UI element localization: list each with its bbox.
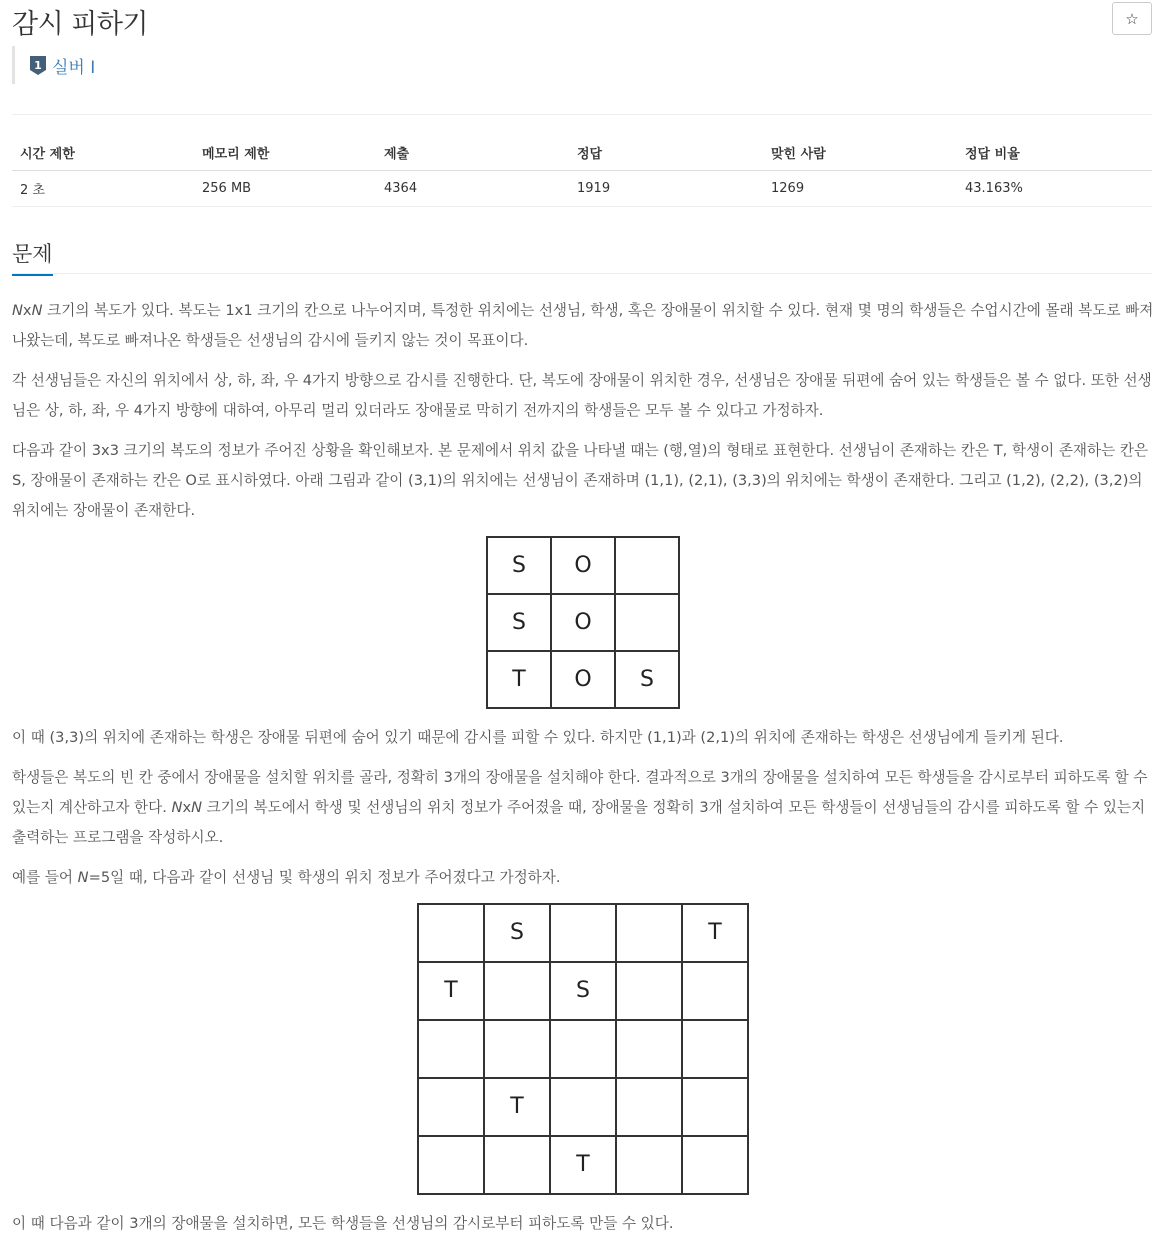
grid-cell <box>682 962 748 1020</box>
grid-cell <box>550 1078 616 1136</box>
example-grid-5x5 <box>417 903 749 1195</box>
desc-text: 크기의 복도가 있다. 복도는 1x1 크기의 칸으로 나누어지며, 특정한 위치에는 선생님, 학생, 혹은 장애물이 위치할 수 있다. 현재 몇 명의 학생들은 수업시간에 몰래 복도로 빠져나왔는데, 복도로 빠져나온 학생들은 선생님의 감시에 들키지 않는 것이 목표이다. <box>12 302 1154 349</box>
silver-tier-icon <box>29 55 47 76</box>
var-n: N <box>12 302 23 319</box>
grid-cell <box>550 1020 616 1078</box>
grid-cell: T <box>484 1078 550 1136</box>
desc-paragraph-7: 이 때 다음과 같이 3개의 장애물을 설치하면, 모든 학생들을 선생님의 감시로부터 피하도록 만들 수 있다. <box>12 1215 674 1232</box>
tier-badge-number: 1 <box>34 58 42 72</box>
section-title: 문제 <box>12 238 53 276</box>
desc-paragraph-4: 이 때 (3,3)의 위치에 존재하는 학생은 장애물 뒤편에 숨어 있기 때문에 감시를 피할 수 있다. 하지만 (1,1)과 (2,1)의 위치에 존재하는 학생은 선생님에게 들키게 된다. <box>12 729 1064 746</box>
desc-text: =5일 때, 다음과 같이 선생님 및 학생의 위치 정보가 주어졌다고 가정하자. <box>88 869 561 886</box>
grid-cell <box>484 962 550 1020</box>
grid-cell: S <box>487 594 551 651</box>
grid-row <box>418 1136 748 1194</box>
value-time-limit: 2 초 <box>12 171 194 207</box>
grid-cell <box>418 1078 484 1136</box>
grid-row <box>487 594 679 651</box>
grid-row <box>418 1020 748 1078</box>
grid-cell <box>615 594 679 651</box>
grid-row <box>487 651 679 708</box>
problem-section-header <box>12 236 1152 274</box>
problem-info-table <box>12 135 1152 207</box>
grid-cell: S <box>484 904 550 962</box>
problem-description <box>12 296 1154 1249</box>
desc-paragraph-5 <box>12 763 1154 853</box>
grid-cell: T <box>550 1136 616 1194</box>
tier-row <box>12 46 95 84</box>
header-accept-ratio: 정답 비율 <box>957 135 1152 171</box>
grid-cell <box>682 1078 748 1136</box>
value-solved-users[interactable]: 1269 <box>763 171 957 207</box>
tier-label[interactable]: 실버 I <box>52 57 96 78</box>
grid-cell <box>484 1136 550 1194</box>
desc-paragraph-3: 다음과 같이 3x3 크기의 복도의 정보가 주어진 상황을 확인해보자. 본 문제에서 위치 값을 나타낼 때는 (행,열)의 형태로 표현한다. 선생님이 존재하는 칸은 T, 학생이 존재하는 칸은 S, 장애물이 존재하는 칸은 O로 표시하였다. 아래 그림과 같이 (3,1)의 위치에는 선생님이 존재하며 (1,1), (2,1), (3,3)의 위치에는 학생이 존재한다. 그리고 (1,2), (2,2), (3,2)의 위치에는 장애물이 존재한다. <box>12 442 1149 519</box>
times-sign: x <box>182 799 192 816</box>
var-n: N <box>77 869 89 886</box>
desc-paragraph-6 <box>12 863 1154 893</box>
desc-text: 학생들은 복도의 빈 칸 중에서 장애물을 설치할 위치를 골라, 정확히 3개의 장애물을 설치해야 한다. 결과적으로 3개의 장애물을 설치하여 모든 학생들을 감시로부터 피하도록 할 수 있는지 계산하고자 한다. <box>12 769 1148 816</box>
value-memory-limit: 256 MB <box>194 171 376 207</box>
grid-cell <box>616 904 682 962</box>
value-submissions[interactable]: 4364 <box>376 171 569 207</box>
grid-row <box>487 537 679 594</box>
grid-cell: S <box>615 651 679 708</box>
grid-row <box>418 1078 748 1136</box>
grid-row <box>418 962 748 1020</box>
grid5-wrapper <box>12 903 1154 1195</box>
grid-cell <box>682 1020 748 1078</box>
desc-text: 크기의 복도에서 학생 및 선생님의 위치 정보가 주어졌을 때, 장애물을 정확히 3개 설치하여 모든 학생들이 선생님들의 감시를 피하도록 할 수 있는지 출력하는 프로그램을 작성하시오. <box>12 799 1146 846</box>
grid3-wrapper <box>12 536 1154 709</box>
grid-cell: O <box>551 651 615 708</box>
grid-cell: T <box>418 962 484 1020</box>
title-row <box>12 0 1152 44</box>
grid-cell <box>615 537 679 594</box>
problem-page <box>12 0 1154 1232</box>
info-value-row <box>12 171 1152 207</box>
grid-cell <box>484 1020 550 1078</box>
header-time-limit: 시간 제한 <box>12 135 194 171</box>
grid-row <box>418 904 748 962</box>
grid-cell: O <box>551 537 615 594</box>
example-grid-3x3 <box>486 536 680 709</box>
grid-cell <box>682 1136 748 1194</box>
desc-paragraph-2: 각 선생님들은 자신의 위치에서 상, 하, 좌, 우 4가지 방향으로 감시를 진행한다. 단, 복도에 장애물이 위치한 경우, 선생님은 장애물 뒤편에 숨어 있는 학생들은 볼 수 없다. 또한 선생님은 상, 하, 좌, 우 4가지 방향에 대하여, 아무리 멀리 있더라도 장애물로 막히기 전까지의 학생들은 모두 볼 수 있다고 가정하자. <box>12 372 1152 419</box>
grid-cell <box>616 1020 682 1078</box>
problem-title: 감시 피하기 <box>12 9 148 40</box>
value-accepted[interactable]: 1919 <box>569 171 763 207</box>
grid-cell: S <box>487 537 551 594</box>
var-n: N <box>31 302 43 319</box>
desc-text: 예를 들어 <box>12 869 78 886</box>
info-header-row <box>12 135 1152 171</box>
grid-cell <box>418 1136 484 1194</box>
grid-cell: T <box>487 651 551 708</box>
grid-cell: T <box>682 904 748 962</box>
desc-paragraph-1 <box>12 296 1154 356</box>
var-n: N <box>171 799 183 816</box>
header-accepted: 정답 <box>569 135 763 171</box>
grid-cell <box>616 1136 682 1194</box>
grid-cell <box>418 904 484 962</box>
header-submissions: 제출 <box>376 135 569 171</box>
grid-cell <box>418 1020 484 1078</box>
grid-cell <box>616 1078 682 1136</box>
star-icon: ☆ <box>1125 9 1139 28</box>
times-sign: x <box>22 302 32 319</box>
grid-cell: S <box>550 962 616 1020</box>
star-button[interactable] <box>1112 2 1152 35</box>
grid-cell <box>616 962 682 1020</box>
grid-cell: O <box>551 594 615 651</box>
header-divider <box>12 114 1152 115</box>
header-solved-users: 맞힌 사람 <box>763 135 957 171</box>
var-n: N <box>191 799 203 816</box>
grid-cell <box>550 904 616 962</box>
value-accept-ratio: 43.163% <box>957 171 1152 207</box>
header-memory-limit: 메모리 제한 <box>194 135 376 171</box>
